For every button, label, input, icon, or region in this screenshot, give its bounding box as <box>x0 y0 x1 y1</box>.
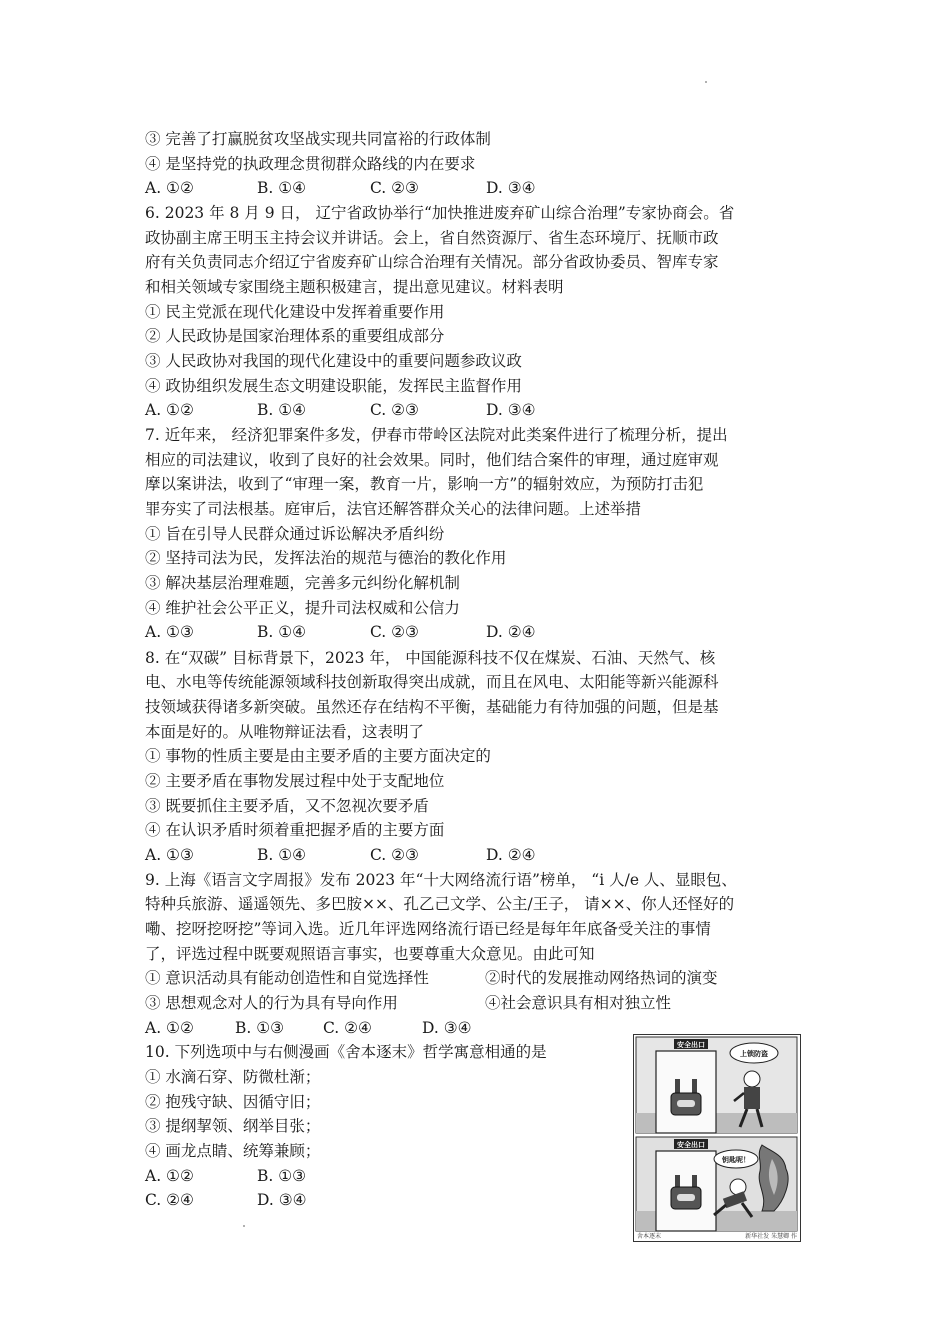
q9-option-3: ③ 思想观念对人的行为具有导向作用 <box>145 994 398 1012</box>
choice-a[interactable]: A. ①② <box>145 179 194 197</box>
cartoon-title: 舍本逐末 <box>637 1233 662 1240</box>
q10-option-3: ③ 提纲挈领、纲举目张； <box>145 1117 321 1135</box>
choice-d[interactable]: D. ③④ <box>422 1019 472 1037</box>
choice-c[interactable]: C. ②④ <box>145 1191 194 1209</box>
choice-b[interactable]: B. ①④ <box>257 179 307 197</box>
q6-stem-line-4: 和相关领域专家围绕主题积极建言，提出意见建议。材料表明 <box>145 278 564 296</box>
q6-stem-line-1: 6. 2023 年 8 月 9 日， 辽宁省政协举行“加快推进废弃矿山综合治理”专家协商会。省 <box>145 204 735 222</box>
q9-stem-line-3: 嘞、挖呀挖呀挖”等词入选。近几年评选网络流行语已经是每年年底备受关注的事情 <box>145 920 711 938</box>
q6-option-2: ② 人民政协是国家治理体系的重要组成部分 <box>145 327 445 345</box>
choice-d[interactable]: D. ③④ <box>486 401 536 419</box>
choice-b[interactable]: B. ①④ <box>257 401 307 419</box>
exit-sign-bottom: 安全出口 <box>677 1141 705 1149</box>
q7-option-2: ② 坚持司法为民，发挥法治的规范与德治的教化作用 <box>145 549 507 567</box>
choice-a[interactable]: A. ①② <box>145 1167 194 1185</box>
q9-stem-line-1: 9. 上海《语言文字周报》发布 2023 年“十大网络流行语”榜单， “i 人/e 人、显眼包、 <box>145 871 737 889</box>
choice-c[interactable]: C. ②③ <box>370 846 419 864</box>
q7-stem-line-3: 摩以案讲法，收到了“审理一案，教育一片，影响一方”的辐射效应，为预防打击犯 <box>145 475 704 493</box>
q5-option-3: ③ 完善了打赢脱贫攻坚战实现共同富裕的行政体制 <box>145 130 491 148</box>
q6-stem-line-3: 府有关负责同志介绍辽宁省废弃矿山综合治理有关情况。部分省政协委员、智库专家 <box>145 253 719 271</box>
q10-option-1: ① 水滴石穿、防微杜渐； <box>145 1068 321 1086</box>
q7-option-4: ④ 维护社会公平正义，提升司法权威和公信力 <box>145 599 460 617</box>
q8-stem-line-3: 技领域获得诸多新突破。虽然还存在结构不平衡，基础能力有待加强的问题，但是基 <box>145 698 719 716</box>
choice-c[interactable]: C. ②③ <box>370 179 419 197</box>
choice-a[interactable]: A. ①③ <box>145 846 194 864</box>
choice-b[interactable]: B. ①④ <box>257 846 307 864</box>
choice-a[interactable]: A. ①② <box>145 1019 194 1037</box>
q8-option-2: ② 主要矛盾在事物发展过程中处于支配地位 <box>145 772 445 790</box>
q8-option-4: ④ 在认识矛盾时须着重把握矛盾的主要方面 <box>145 821 445 839</box>
choice-b[interactable]: B. ①③ <box>235 1019 285 1037</box>
choice-b[interactable]: B. ①④ <box>257 623 307 641</box>
q9-option-4: ④社会意识具有相对独立性 <box>485 994 672 1012</box>
page-speck <box>243 1225 245 1227</box>
q8-stem-line-1: 8. 在“双碳” 目标背景下，2023 年， 中国能源科技不仅在煤炭、石油、天然气、核 <box>145 649 716 667</box>
cartoon-drawing <box>634 1035 799 1240</box>
q6-stem-line-2: 政协副主席王明玉主持会议并讲话。会上，省自然资源厅、省生态环境厅、抚顺市政 <box>145 229 719 247</box>
q5-option-4: ④ 是坚持党的执政理念贯彻群众路线的内在要求 <box>145 155 476 173</box>
choice-c[interactable]: C. ②③ <box>370 401 419 419</box>
q7-option-3: ③ 解决基层治理难题，完善多元纠纷化解机制 <box>145 574 460 592</box>
speech-bubble-bottom: 钥匙呢！ <box>722 1156 750 1164</box>
q9-stem-line-4: 了，评选过程中既要观照语言事实，也要尊重大众意见。由此可知 <box>145 945 595 963</box>
choice-d[interactable]: D. ②④ <box>486 846 536 864</box>
page-speck <box>705 81 707 83</box>
q9-option-2: ②时代的发展推动网络热词的演变 <box>485 969 718 987</box>
speech-bubble-top: 上锁防盗 <box>740 1050 768 1058</box>
choice-d[interactable]: D. ③④ <box>486 179 536 197</box>
choice-c[interactable]: C. ②④ <box>323 1019 372 1037</box>
q6-option-1: ① 民主党派在现代化建设中发挥着重要作用 <box>145 303 445 321</box>
choice-a[interactable]: A. ①② <box>145 401 194 419</box>
q6-option-4: ④ 政协组织发展生态文明建设职能，发挥民主监督作用 <box>145 377 522 395</box>
q8-option-3: ③ 既要抓住主要矛盾，又不忽视次要矛盾 <box>145 797 429 815</box>
q10-stem: 10. 下列选项中与右侧漫画《舍本逐末》哲学寓意相通的是 <box>145 1043 547 1061</box>
choice-c[interactable]: C. ②③ <box>370 623 419 641</box>
cartoon-credit: 新华社发 朱慧卿 作 <box>745 1233 797 1240</box>
q9-option-1: ① 意识活动具有能动创造性和自觉选择性 <box>145 969 429 987</box>
q7-stem-line-1: 7. 近年来， 经济犯罪案件多发，伊春市带岭区法院对此类案件进行了梳理分析，提出 <box>145 426 728 444</box>
choice-d[interactable]: D. ③④ <box>257 1191 307 1209</box>
q8-stem-line-2: 电、水电等传统能源领域科技创新取得突出成就，而且在风电、太阳能等新兴能源科 <box>145 673 719 691</box>
exit-sign-top: 安全出口 <box>677 1041 705 1049</box>
q10-option-4: ④ 画龙点睛、统筹兼顾； <box>145 1142 321 1160</box>
q7-option-1: ① 旨在引导人民群众通过诉讼解决矛盾纠纷 <box>145 525 445 543</box>
q8-stem-line-4: 本面是好的。从唯物辩证法看，这表明了 <box>145 723 425 741</box>
choice-a[interactable]: A. ①③ <box>145 623 194 641</box>
q7-stem-line-4: 罪夯实了司法根基。庭审后，法官还解答群众关心的法律问题。上述举措 <box>145 500 642 518</box>
q9-stem-line-2: 特种兵旅游、遥遥领先、多巴胺××、孔乙己文学、公主/王子， 请××、你人还怪好的 <box>145 895 735 913</box>
q8-option-1: ① 事物的性质主要是由主要矛盾的主要方面决定的 <box>145 747 491 765</box>
q6-option-3: ③ 人民政协对我国的现代化建设中的重要问题参政议政 <box>145 352 522 370</box>
choice-d[interactable]: D. ②④ <box>486 623 536 641</box>
q7-stem-line-2: 相应的司法建议，收到了良好的社会效果。同时，他们结合案件的审理，通过庭审观 <box>145 451 719 469</box>
cartoon-image <box>633 1034 801 1242</box>
q10-option-2: ② 抱残守缺、因循守旧； <box>145 1093 321 1111</box>
choice-b[interactable]: B. ①③ <box>257 1167 307 1185</box>
